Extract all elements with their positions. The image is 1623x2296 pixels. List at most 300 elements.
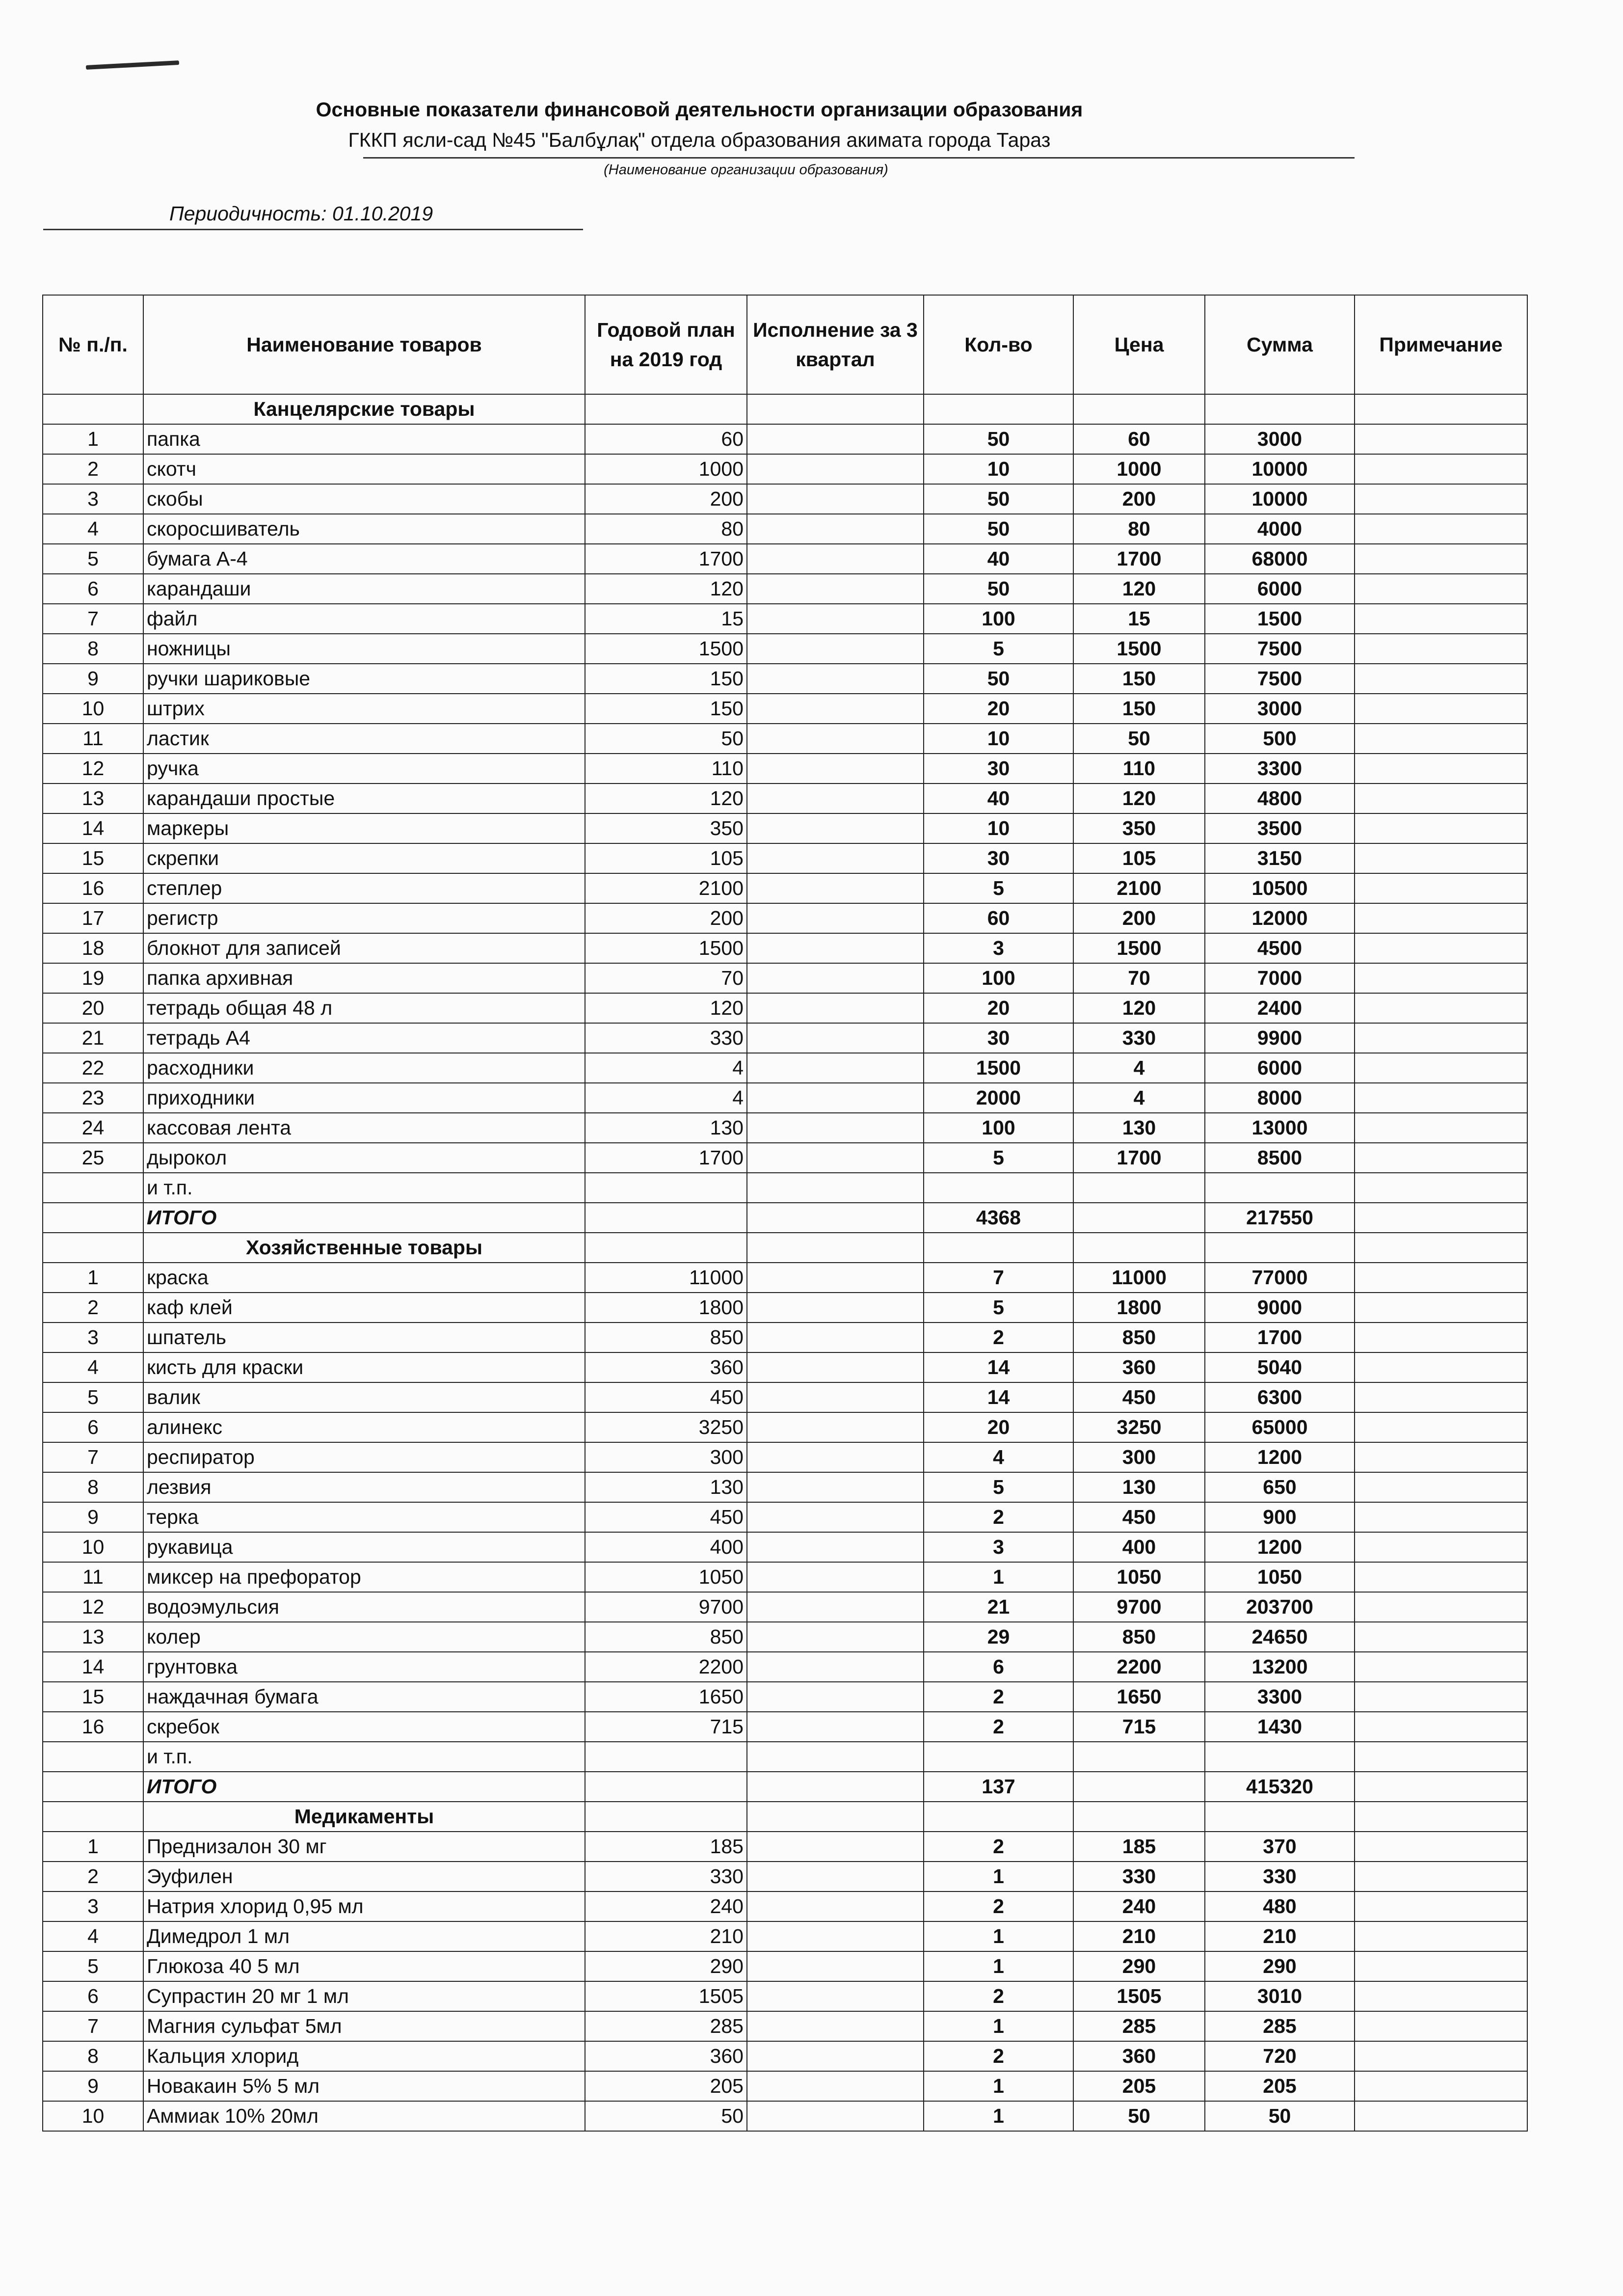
note <box>1355 2071 1527 2101</box>
annual-plan: 2100 <box>585 873 747 903</box>
item-name: краска <box>143 1263 585 1293</box>
annual-plan: 80 <box>585 514 747 544</box>
table-row <box>43 634 1527 664</box>
q3-execution <box>747 2011 924 2041</box>
q3-execution <box>747 843 924 873</box>
annual-plan: 120 <box>585 574 747 604</box>
quantity: 50 <box>924 514 1073 544</box>
sum: 203700 <box>1205 1592 1355 1622</box>
sum: 3000 <box>1205 694 1355 724</box>
item-name: штрих <box>143 694 585 724</box>
q3-execution <box>747 2041 924 2071</box>
item-name: скотч <box>143 454 585 484</box>
empty-cell <box>924 394 1073 424</box>
table-row <box>43 1472 1527 1502</box>
empty-cell <box>1355 1203 1527 1233</box>
sum: 24650 <box>1205 1622 1355 1652</box>
sum: 9000 <box>1205 1293 1355 1323</box>
item-name: Супрастин 20 мг 1 мл <box>143 1981 585 2011</box>
table-row <box>43 1293 1527 1323</box>
note <box>1355 1682 1527 1712</box>
table-row <box>43 754 1527 783</box>
annual-plan: 450 <box>585 1502 747 1532</box>
q3-execution <box>747 754 924 783</box>
sum: 68000 <box>1205 544 1355 574</box>
empty-cell <box>585 1233 747 1263</box>
item-name: грунтовка <box>143 1652 585 1682</box>
q3-execution <box>747 1652 924 1682</box>
quantity: 50 <box>924 574 1073 604</box>
table-row <box>43 424 1527 454</box>
quantity: 6 <box>924 1652 1073 1682</box>
row-number: 3 <box>43 1891 143 1921</box>
quantity: 10 <box>924 724 1073 754</box>
q3-execution <box>747 424 924 454</box>
organization-caption: (Наименование организации образования) <box>604 162 888 178</box>
note <box>1355 1263 1527 1293</box>
row-number: 6 <box>43 1412 143 1442</box>
price: 850 <box>1073 1622 1205 1652</box>
column-header: № п./п. <box>43 295 143 394</box>
sum: 1500 <box>1205 604 1355 634</box>
row-number: 8 <box>43 1472 143 1502</box>
table-row <box>43 1712 1527 1742</box>
row-number: 7 <box>43 1442 143 1472</box>
item-name: блокнот для записей <box>143 933 585 963</box>
sum: 1050 <box>1205 1562 1355 1592</box>
empty-cell <box>43 394 143 424</box>
annual-plan: 1500 <box>585 634 747 664</box>
q3-execution <box>747 574 924 604</box>
quantity: 100 <box>924 963 1073 993</box>
q3-execution <box>747 1682 924 1712</box>
price: 50 <box>1073 2101 1205 2131</box>
item-name: Новакаин 5% 5 мл <box>143 2071 585 2101</box>
total-row <box>43 1203 1527 1233</box>
table-row <box>43 1951 1527 1981</box>
table-row <box>43 1622 1527 1652</box>
note <box>1355 664 1527 694</box>
q3-execution <box>747 1832 924 1862</box>
item-name: рукавица <box>143 1532 585 1562</box>
annual-plan: 1050 <box>585 1562 747 1592</box>
row-number: 8 <box>43 634 143 664</box>
price: 290 <box>1073 1951 1205 1981</box>
annual-plan: 50 <box>585 724 747 754</box>
sum: 285 <box>1205 2011 1355 2041</box>
note <box>1355 1113 1527 1143</box>
item-name: миксер на префоратор <box>143 1562 585 1592</box>
quantity: 40 <box>924 544 1073 574</box>
annual-plan: 205 <box>585 2071 747 2101</box>
item-name: респиратор <box>143 1442 585 1472</box>
price: 1500 <box>1073 933 1205 963</box>
quantity: 50 <box>924 664 1073 694</box>
q3-execution <box>747 933 924 963</box>
note <box>1355 1832 1527 1862</box>
quantity: 7 <box>924 1263 1073 1293</box>
note <box>1355 1592 1527 1622</box>
q3-execution <box>747 783 924 813</box>
row-number: 1 <box>43 424 143 454</box>
table-row <box>43 1832 1527 1862</box>
q3-execution <box>747 664 924 694</box>
empty-cell <box>585 1203 747 1233</box>
price: 285 <box>1073 2011 1205 2041</box>
total-label: ИТОГО <box>143 1203 585 1233</box>
note <box>1355 2101 1527 2131</box>
q3-execution <box>747 1293 924 1323</box>
item-name: тетрадь А4 <box>143 1023 585 1053</box>
empty-cell <box>1073 1742 1205 1772</box>
empty-cell <box>1355 1772 1527 1802</box>
table-row <box>43 724 1527 754</box>
empty-cell <box>1073 1802 1205 1832</box>
empty-cell <box>1205 1173 1355 1203</box>
quantity: 100 <box>924 1113 1073 1143</box>
note <box>1355 724 1527 754</box>
row-number: 12 <box>43 1592 143 1622</box>
annual-plan: 60 <box>585 424 747 454</box>
price: 105 <box>1073 843 1205 873</box>
sum: 4500 <box>1205 933 1355 963</box>
price: 15 <box>1073 604 1205 634</box>
item-name: Кальция хлорид <box>143 2041 585 2071</box>
row-number: 1 <box>43 1263 143 1293</box>
row-number: 2 <box>43 1293 143 1323</box>
row-number: 13 <box>43 783 143 813</box>
annual-plan: 330 <box>585 1862 747 1891</box>
column-header: Наименование товаров <box>143 295 585 394</box>
item-name: шпатель <box>143 1323 585 1352</box>
sum: 370 <box>1205 1832 1355 1862</box>
item-name: кисть для краски <box>143 1352 585 1382</box>
empty-cell <box>747 1772 924 1802</box>
sum: 5040 <box>1205 1352 1355 1382</box>
table-row <box>43 1023 1527 1053</box>
table-row <box>43 903 1527 933</box>
item-name: алинекс <box>143 1412 585 1442</box>
sum: 3010 <box>1205 1981 1355 2011</box>
q3-execution <box>747 963 924 993</box>
row-number: 25 <box>43 1143 143 1173</box>
table-row <box>43 1862 1527 1891</box>
section-header-row <box>43 1802 1527 1832</box>
annual-plan: 11000 <box>585 1263 747 1293</box>
annual-plan: 150 <box>585 664 747 694</box>
row-number: 23 <box>43 1083 143 1113</box>
annual-plan: 110 <box>585 754 747 783</box>
annual-plan: 450 <box>585 1382 747 1412</box>
row-number: 10 <box>43 694 143 724</box>
empty-cell <box>585 1742 747 1772</box>
sum: 4800 <box>1205 783 1355 813</box>
sum: 1430 <box>1205 1712 1355 1742</box>
q3-execution <box>747 1442 924 1472</box>
q3-execution <box>747 1263 924 1293</box>
sum: 6000 <box>1205 574 1355 604</box>
empty-cell <box>43 1772 143 1802</box>
sum: 3300 <box>1205 754 1355 783</box>
table-row <box>43 1352 1527 1382</box>
annual-plan: 210 <box>585 1921 747 1951</box>
q3-execution <box>747 993 924 1023</box>
item-name: карандаши простые <box>143 783 585 813</box>
row-number: 21 <box>43 1023 143 1053</box>
price: 4 <box>1073 1083 1205 1113</box>
item-name: ножницы <box>143 634 585 664</box>
sum: 65000 <box>1205 1412 1355 1442</box>
annual-plan: 3250 <box>585 1412 747 1442</box>
table-row <box>43 1382 1527 1412</box>
item-name: скоросшиватель <box>143 514 585 544</box>
price: 850 <box>1073 1323 1205 1352</box>
q3-execution <box>747 1862 924 1891</box>
quantity: 4 <box>924 1442 1073 1472</box>
quantity: 20 <box>924 993 1073 1023</box>
item-name: лезвия <box>143 1472 585 1502</box>
row-number: 16 <box>43 873 143 903</box>
scan-pen-mark <box>86 60 179 70</box>
price: 350 <box>1073 813 1205 843</box>
empty-cell <box>1355 394 1527 424</box>
table-row <box>43 933 1527 963</box>
item-name: кассовая лента <box>143 1113 585 1143</box>
periodicity-underline <box>43 229 583 230</box>
etc-label: и т.п. <box>143 1742 585 1772</box>
empty-cell <box>924 1802 1073 1832</box>
table-row <box>43 2101 1527 2131</box>
annual-plan: 50 <box>585 2101 747 2131</box>
quantity: 3 <box>924 1532 1073 1562</box>
quantity: 50 <box>924 484 1073 514</box>
annual-plan: 1800 <box>585 1293 747 1323</box>
sum: 6300 <box>1205 1382 1355 1412</box>
annual-plan: 360 <box>585 1352 747 1382</box>
quantity: 5 <box>924 1143 1073 1173</box>
quantity: 2 <box>924 2041 1073 2071</box>
table-row <box>43 1412 1527 1442</box>
quantity: 1 <box>924 2011 1073 2041</box>
organization-underline <box>363 157 1355 159</box>
note <box>1355 424 1527 454</box>
note <box>1355 1053 1527 1083</box>
q3-execution <box>747 1083 924 1113</box>
sum: 77000 <box>1205 1263 1355 1293</box>
empty-cell <box>585 1772 747 1802</box>
quantity: 5 <box>924 1293 1073 1323</box>
q3-execution <box>747 514 924 544</box>
q3-execution <box>747 1891 924 1921</box>
price: 1500 <box>1073 634 1205 664</box>
table-row <box>43 1113 1527 1143</box>
quantity: 3 <box>924 933 1073 963</box>
q3-execution <box>747 1502 924 1532</box>
quantity: 30 <box>924 1023 1073 1053</box>
price: 1800 <box>1073 1293 1205 1323</box>
sum: 3300 <box>1205 1682 1355 1712</box>
annual-plan: 350 <box>585 813 747 843</box>
price: 130 <box>1073 1113 1205 1143</box>
item-name: карандаши <box>143 574 585 604</box>
sum: 7000 <box>1205 963 1355 993</box>
row-number: 13 <box>43 1622 143 1652</box>
etc-row <box>43 1742 1527 1772</box>
table-row <box>43 1891 1527 1921</box>
note <box>1355 514 1527 544</box>
quantity: 1 <box>924 1921 1073 1951</box>
empty-cell <box>747 1173 924 1203</box>
quantity: 2 <box>924 1832 1073 1862</box>
row-number: 5 <box>43 1382 143 1412</box>
empty-cell <box>747 1802 924 1832</box>
q3-execution <box>747 634 924 664</box>
sum: 480 <box>1205 1891 1355 1921</box>
annual-plan: 120 <box>585 783 747 813</box>
document-title: Основные показатели финансовой деятельности организации образования <box>316 98 1083 121</box>
annual-plan: 1000 <box>585 454 747 484</box>
table-row <box>43 2011 1527 2041</box>
price: 11000 <box>1073 1263 1205 1293</box>
note <box>1355 1442 1527 1472</box>
note <box>1355 783 1527 813</box>
q3-execution <box>747 1412 924 1442</box>
empty-cell <box>924 1233 1073 1263</box>
total-quantity: 137 <box>924 1772 1073 1802</box>
empty-cell <box>747 1233 924 1263</box>
price: 3250 <box>1073 1412 1205 1442</box>
price: 4 <box>1073 1053 1205 1083</box>
item-name: водоэмульсия <box>143 1592 585 1622</box>
price: 70 <box>1073 963 1205 993</box>
price: 1700 <box>1073 1143 1205 1173</box>
note <box>1355 1382 1527 1412</box>
price: 330 <box>1073 1862 1205 1891</box>
sum: 8000 <box>1205 1083 1355 1113</box>
empty-cell <box>924 1173 1073 1203</box>
note <box>1355 604 1527 634</box>
item-name: Димедрол 1 мл <box>143 1921 585 1951</box>
empty-cell <box>747 1742 924 1772</box>
sum: 290 <box>1205 1951 1355 1981</box>
q3-execution <box>747 1323 924 1352</box>
annual-plan: 2200 <box>585 1652 747 1682</box>
note <box>1355 694 1527 724</box>
q3-execution <box>747 544 924 574</box>
total-label: ИТОГО <box>143 1772 585 1802</box>
note <box>1355 933 1527 963</box>
column-header: Сумма <box>1205 295 1355 394</box>
section-title: Канцелярские товары <box>143 394 585 424</box>
price: 400 <box>1073 1532 1205 1562</box>
table-row <box>43 1143 1527 1173</box>
quantity: 1 <box>924 2101 1073 2131</box>
empty-cell <box>1073 1203 1205 1233</box>
price: 50 <box>1073 724 1205 754</box>
item-name: ластик <box>143 724 585 754</box>
note <box>1355 454 1527 484</box>
organization-name: ГККП ясли-сад №45 "Балбұлақ" отдела образования акимата города Тараз <box>348 129 1051 151</box>
annual-plan: 360 <box>585 2041 747 2071</box>
note <box>1355 1981 1527 2011</box>
price: 1700 <box>1073 544 1205 574</box>
note <box>1355 634 1527 664</box>
row-number: 6 <box>43 574 143 604</box>
sum: 13200 <box>1205 1652 1355 1682</box>
q3-execution <box>747 1921 924 1951</box>
item-name: колер <box>143 1622 585 1652</box>
table-row <box>43 484 1527 514</box>
row-number: 9 <box>43 2071 143 2101</box>
annual-plan: 4 <box>585 1053 747 1083</box>
sum: 3150 <box>1205 843 1355 873</box>
annual-plan: 150 <box>585 694 747 724</box>
price: 9700 <box>1073 1592 1205 1622</box>
quantity: 1 <box>924 1951 1073 1981</box>
empty-cell <box>1073 1772 1205 1802</box>
table-row <box>43 664 1527 694</box>
price: 110 <box>1073 754 1205 783</box>
empty-cell <box>1073 1233 1205 1263</box>
annual-plan: 105 <box>585 843 747 873</box>
table-row <box>43 1562 1527 1592</box>
section-header-row <box>43 394 1527 424</box>
total-sum: 217550 <box>1205 1203 1355 1233</box>
quantity: 2 <box>924 1502 1073 1532</box>
price: 210 <box>1073 1921 1205 1951</box>
column-header: Исполнение за 3 квартал <box>747 295 924 394</box>
price: 450 <box>1073 1382 1205 1412</box>
table-header-row <box>43 295 1527 394</box>
section-title: Медикаменты <box>143 1802 585 1832</box>
note <box>1355 544 1527 574</box>
table-row <box>43 1323 1527 1352</box>
row-number: 15 <box>43 1682 143 1712</box>
empty-cell <box>1073 394 1205 424</box>
note <box>1355 1562 1527 1592</box>
item-name: Аммиак 10% 20мл <box>143 2101 585 2131</box>
table-row <box>43 514 1527 544</box>
table-row <box>43 873 1527 903</box>
item-name: каф клей <box>143 1293 585 1323</box>
q3-execution <box>747 1981 924 2011</box>
item-name: Натрия хлорид 0,95 мл <box>143 1891 585 1921</box>
annual-plan: 1700 <box>585 1143 747 1173</box>
empty-cell <box>1355 1742 1527 1772</box>
empty-cell <box>585 394 747 424</box>
quantity: 1 <box>924 1862 1073 1891</box>
price: 1505 <box>1073 1981 1205 2011</box>
row-number: 17 <box>43 903 143 933</box>
sum: 900 <box>1205 1502 1355 1532</box>
sum: 3000 <box>1205 424 1355 454</box>
empty-cell <box>1073 1173 1205 1203</box>
empty-cell <box>585 1802 747 1832</box>
price: 60 <box>1073 424 1205 454</box>
empty-cell <box>1205 1742 1355 1772</box>
price: 300 <box>1073 1442 1205 1472</box>
item-name: бумага А-4 <box>143 544 585 574</box>
quantity: 14 <box>924 1352 1073 1382</box>
annual-plan: 1505 <box>585 1981 747 2011</box>
empty-cell <box>1205 1802 1355 1832</box>
price: 715 <box>1073 1712 1205 1742</box>
row-number: 9 <box>43 664 143 694</box>
note <box>1355 1532 1527 1562</box>
q3-execution <box>747 1622 924 1652</box>
empty-cell <box>43 1233 143 1263</box>
price: 1000 <box>1073 454 1205 484</box>
